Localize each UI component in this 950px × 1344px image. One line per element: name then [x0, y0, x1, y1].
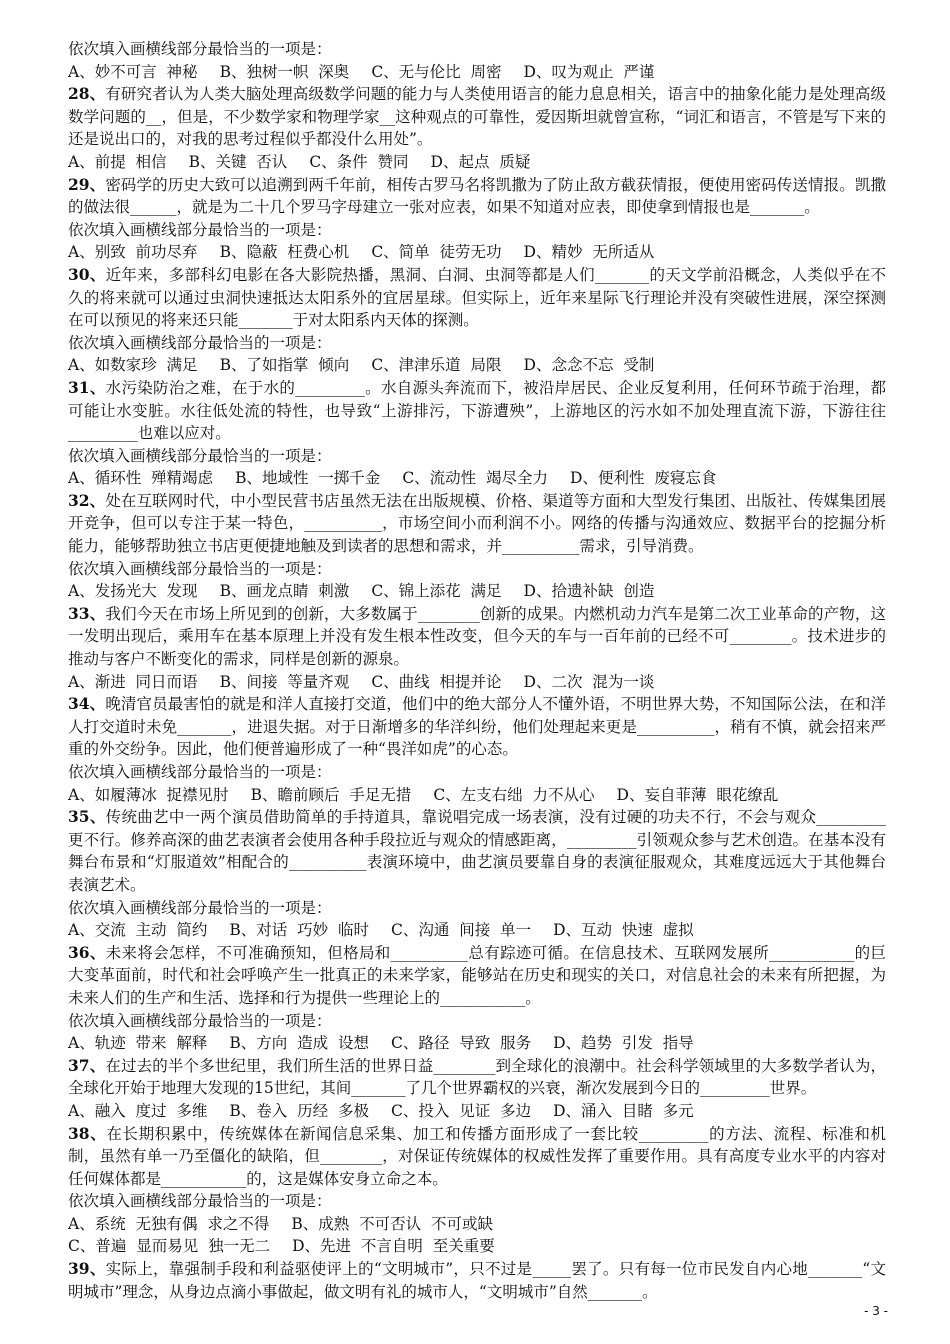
question-number: 39、 — [68, 1259, 106, 1279]
question-number: 36、 — [68, 942, 106, 962]
answer-option: C、锦上添花 满足 — [371, 582, 502, 601]
instruction-text: 依次填入画横线部分最恰当的一项是： — [68, 333, 332, 352]
answer-option: B、独树一帜 深奥 — [219, 62, 350, 81]
question-number: 33、 — [68, 603, 106, 623]
question-text — [68, 377, 886, 445]
question-number: 29、 — [68, 174, 106, 194]
question-number: 38、 — [68, 1123, 107, 1143]
question-body: 实际上，靠强制手段和利益驱使评上的“文明城市”，只不过是_____罢了。只有每一位市民发自内心地_______“文明城市”理念，从身边点滴小事做起，做文明有礼的城市人，“文明城市”自然_______。 — [68, 1260, 886, 1301]
answer-option: A、如履薄冰 捉襟见肘 — [68, 785, 229, 804]
instruction-text: 依次填入画横线部分最恰当的一项是： — [68, 1011, 332, 1030]
answer-option: A、轨迹 带来 解释 — [68, 1034, 208, 1053]
exam-page — [68, 38, 886, 1303]
answer-option: D、精妙 无所适从 — [523, 243, 655, 262]
question-body: 水污染防治之难，在于水的_________。水自源头奔流而下，被沿岸居民、企业反复利用，任何环节疏于治理，都可能让水变脏。水往低处流的特性，也导致“上游排污，下游遭殃”，上游地区的污水如不加处理直流下游，下游往往_________也难以应对。 — [68, 378, 886, 443]
question-text — [68, 806, 886, 896]
question-body: 近年来，多部科幻电影在各大影院热播，黑洞、白洞、虫洞等都是人们_______的天文学前沿概念，人类似乎在不久的将来就可以通过虫洞快速抵达太阳系外的宜居星球。但实际上，近年来星际飞行理论并没有突破性进展，深空探测在可以预见的将来还只能_______于对太阳系内天体的探测。 — [68, 265, 886, 330]
answer-option: A、前提 相信 — [68, 152, 167, 171]
answer-options — [68, 784, 886, 807]
answer-option: C、左支右绌 力不从心 — [433, 785, 595, 804]
question-text — [68, 603, 886, 671]
question-text — [68, 942, 886, 1010]
answer-options — [68, 241, 886, 264]
answer-option: C、沟通 间接 单一 — [391, 921, 532, 940]
answer-option: D、二次 混为一谈 — [523, 672, 655, 691]
question-text — [68, 83, 886, 151]
answer-option: C、曲线 相提并论 — [371, 672, 502, 691]
answer-option: B、地域性 一掷千金 — [235, 469, 381, 488]
answer-options — [68, 580, 886, 603]
answer-options — [68, 1235, 886, 1258]
answer-option: A、妙不可言 神秘 — [68, 62, 198, 81]
question-number: 32、 — [68, 490, 106, 510]
answer-option: D、先进 不言自明 至关重要 — [292, 1237, 495, 1256]
question-text — [68, 1055, 886, 1100]
answer-option: D、叹为观止 严谨 — [523, 62, 655, 81]
instruction-text: 依次填入画横线部分最恰当的一项是： — [68, 1192, 332, 1211]
instruction-text: 依次填入画横线部分最恰当的一项是： — [68, 40, 332, 58]
question-number: 30、 — [68, 264, 106, 284]
answer-option: B、方向 造成 设想 — [229, 1034, 370, 1053]
answer-option: C、简单 徒劳无功 — [371, 243, 502, 262]
answer-option: B、隐蔽 枉费心机 — [219, 243, 350, 262]
instruction-text: 依次填入画横线部分最恰当的一项是： — [68, 220, 332, 239]
answer-option: C、路径 导致 服务 — [391, 1034, 532, 1053]
instruction-text: 依次填入画横线部分最恰当的一项是： — [68, 898, 332, 917]
answer-option: D、妄自菲薄 眼花缭乱 — [616, 785, 779, 804]
answer-options — [68, 1213, 886, 1236]
question-text — [68, 264, 886, 332]
answer-option: A、循环性 殚精竭虑 — [68, 469, 214, 488]
question-text — [68, 490, 886, 558]
answer-option: A、别致 前功尽弃 — [68, 243, 198, 262]
answer-options — [68, 354, 886, 377]
answer-option: C、无与伦比 周密 — [371, 62, 502, 81]
answer-option: B、关键 否认 — [188, 152, 288, 171]
answer-option: D、拾遗补缺 创造 — [523, 582, 655, 601]
question-text — [68, 693, 886, 761]
answer-option: D、起点 质疑 — [430, 152, 531, 171]
answer-option: C、条件 赞同 — [309, 152, 409, 171]
answer-option: B、对话 巧妙 临时 — [229, 921, 370, 940]
question-text — [68, 1123, 886, 1191]
question-body: 有研究者认为人类大脑处理高级数学问题的能力与人类使用语言的能力息息相关，语言中的抽象化能力是处理高级数学问题的__，但是，不少数学家和物理学家__这种观点的可靠性，爱因斯坦就曾宣称，“词汇和语言，不管是写下来的还是说出口的，对我的思考过程似乎都没什么用处”。 — [68, 85, 886, 149]
instruction-text: 依次填入画横线部分最恰当的一项是： — [68, 763, 332, 781]
answer-option: A、交流 主动 简约 — [68, 921, 208, 940]
question-number: 31、 — [68, 377, 106, 397]
answer-option: C、普遍 显而易见 独一无二 — [68, 1237, 271, 1256]
answer-option: C、投入 见证 多边 — [391, 1101, 532, 1120]
question-number: 34、 — [68, 694, 106, 714]
question-body: 密码学的历史大致可以追溯到两千年前，相传古罗马名将凯撒为了防止敌方截获情报，便使用密码传送情报。凯撒的做法很______，就是为二十几个罗马字母建立一张对应表，如果不知道对应表，即使拿到情报也是_______。 — [68, 175, 886, 217]
answer-option: B、画龙点睛 刺激 — [219, 582, 350, 601]
question-text — [68, 174, 886, 219]
answer-options — [68, 919, 886, 942]
answer-option: B、卷入 历经 多极 — [229, 1101, 370, 1120]
question-body: 处在互联网时代，中小型民营书店虽然无法在出版规模、价格、渠道等方面和大型发行集团、出版社、传媒集团展开竞争，但可以专注于某一特色，__________，市场空间小而利润不小。网络的传播与沟通效应、数据平台的挖掘分析能力，能够帮助独立书店更便捷地触及到读者的思想和需求，并__________需求，引导消费。 — [68, 491, 886, 556]
answer-option: D、互动 快速 虚拟 — [553, 921, 694, 940]
answer-option: A、融入 度过 多维 — [68, 1101, 208, 1120]
answer-option: A、系统 无独有偶 求之不得 — [68, 1214, 270, 1233]
answer-options — [68, 671, 886, 694]
answer-options — [68, 1032, 886, 1055]
answer-option: A、如数家珍 满足 — [68, 356, 198, 375]
answer-option: C、流动性 竭尽全力 — [402, 469, 549, 488]
answer-option: D、趋势 引发 指导 — [553, 1034, 694, 1053]
instruction-text: 依次填入画横线部分最恰当的一项是： — [68, 559, 332, 578]
question-body: 在过去的半个多世纪里，我们所生活的世界日益________到全球化的浪潮中。社会科学领域里的大多数学者认为，全球化开始于地理大发现的15世纪，其间_______了几个世界霸权的兴衰，渐次发展到今日的_________世界。 — [68, 1056, 886, 1098]
answer-option: A、渐进 同日而语 — [68, 672, 198, 691]
answer-option: A、发扬光大 发现 — [68, 582, 198, 601]
answer-option: B、成熟 不可否认 不可或缺 — [291, 1214, 494, 1233]
question-body: 未来将会怎样，不可准确预知，但格局和__________总有踪迹可循。在信息技术、互联网发展所___________的巨大变革面前，时代和社会呼唤产生一批真正的未来学家，能够站在历史和现实的关口，对信息社会的未来有所把握，为未来人们的生产和生活、选择和行为提供一些理论上的___________。 — [68, 943, 886, 1007]
answer-option: D、涌入 目睹 多元 — [553, 1101, 694, 1120]
instruction-text: 依次填入画横线部分最恰当的一项是： — [68, 446, 332, 465]
question-text — [68, 1258, 886, 1303]
answer-options — [68, 61, 886, 84]
answer-option: B、了如指掌 倾向 — [219, 356, 350, 375]
answer-options — [68, 1100, 886, 1123]
question-number: 35、 — [68, 807, 106, 827]
answer-options — [68, 151, 886, 174]
question-number: 28、 — [68, 84, 106, 104]
answer-option: B、瞻前顾后 手足无措 — [250, 785, 412, 804]
answer-option: D、便利性 废寝忘食 — [570, 469, 717, 488]
page-number: - 3 - — [864, 1304, 888, 1318]
answer-option: D、念念不忘 受制 — [523, 356, 655, 375]
question-body: 晚清官员最害怕的就是和洋人直接打交道，他们中的绝大部分人不懂外语，不明世界大势，不知国际公法，在和洋人打交道时未免_______，进退失据。对于日渐增多的华洋纠纷，他们处理起来更是__________，稍有不慎，就会招来严重的外交纷争。因此，他们便普遍形成了一种“畏洋如虎”的心态。 — [68, 695, 886, 759]
question-number: 37、 — [68, 1055, 106, 1075]
question-body: 我们今天在市场上所见到的创新，大多数属于________创新的成果。内燃机动力汽车是第二次工业革命的产物，这一发明出现后，乘用车在基本原理上并没有发生根本性改变，但今天的车与一百年前的已经不可________。技术进步的推动与客户不断变化的需求，同样是创新的源泉。 — [68, 604, 886, 669]
answer-options — [68, 467, 886, 490]
question-body: 传统曲艺中一两个演员借助简单的手持道具，靠说唱完成一场表演，没有过硬的功夫不行，不会与观众_________更不行。修养高深的曲艺表演者会使用各种手段拉近与观众的情感距离，_________引领观众参与艺术创造。在基本没有舞台布景和“灯服道效”相配合的__________表演环境中，曲艺演员要靠自身的表演征服观众，其难度远远大于其他舞台表演艺术。 — [68, 808, 886, 894]
answer-option: C、津津乐道 局限 — [371, 356, 502, 375]
question-body: 在长期积累中，传统媒体在新闻信息采集、加工和传播方面形成了一套比较_________的方法、流程、标准和机制，虽然有单一乃至僵化的缺陷，但________，对保证传统媒体的权威性发挥了重要作用。具有高度专业水平的内容对任何媒体都是___________的，这是媒体安身立命之本。 — [68, 1124, 886, 1188]
answer-option: B、间接 等量齐观 — [219, 672, 350, 691]
